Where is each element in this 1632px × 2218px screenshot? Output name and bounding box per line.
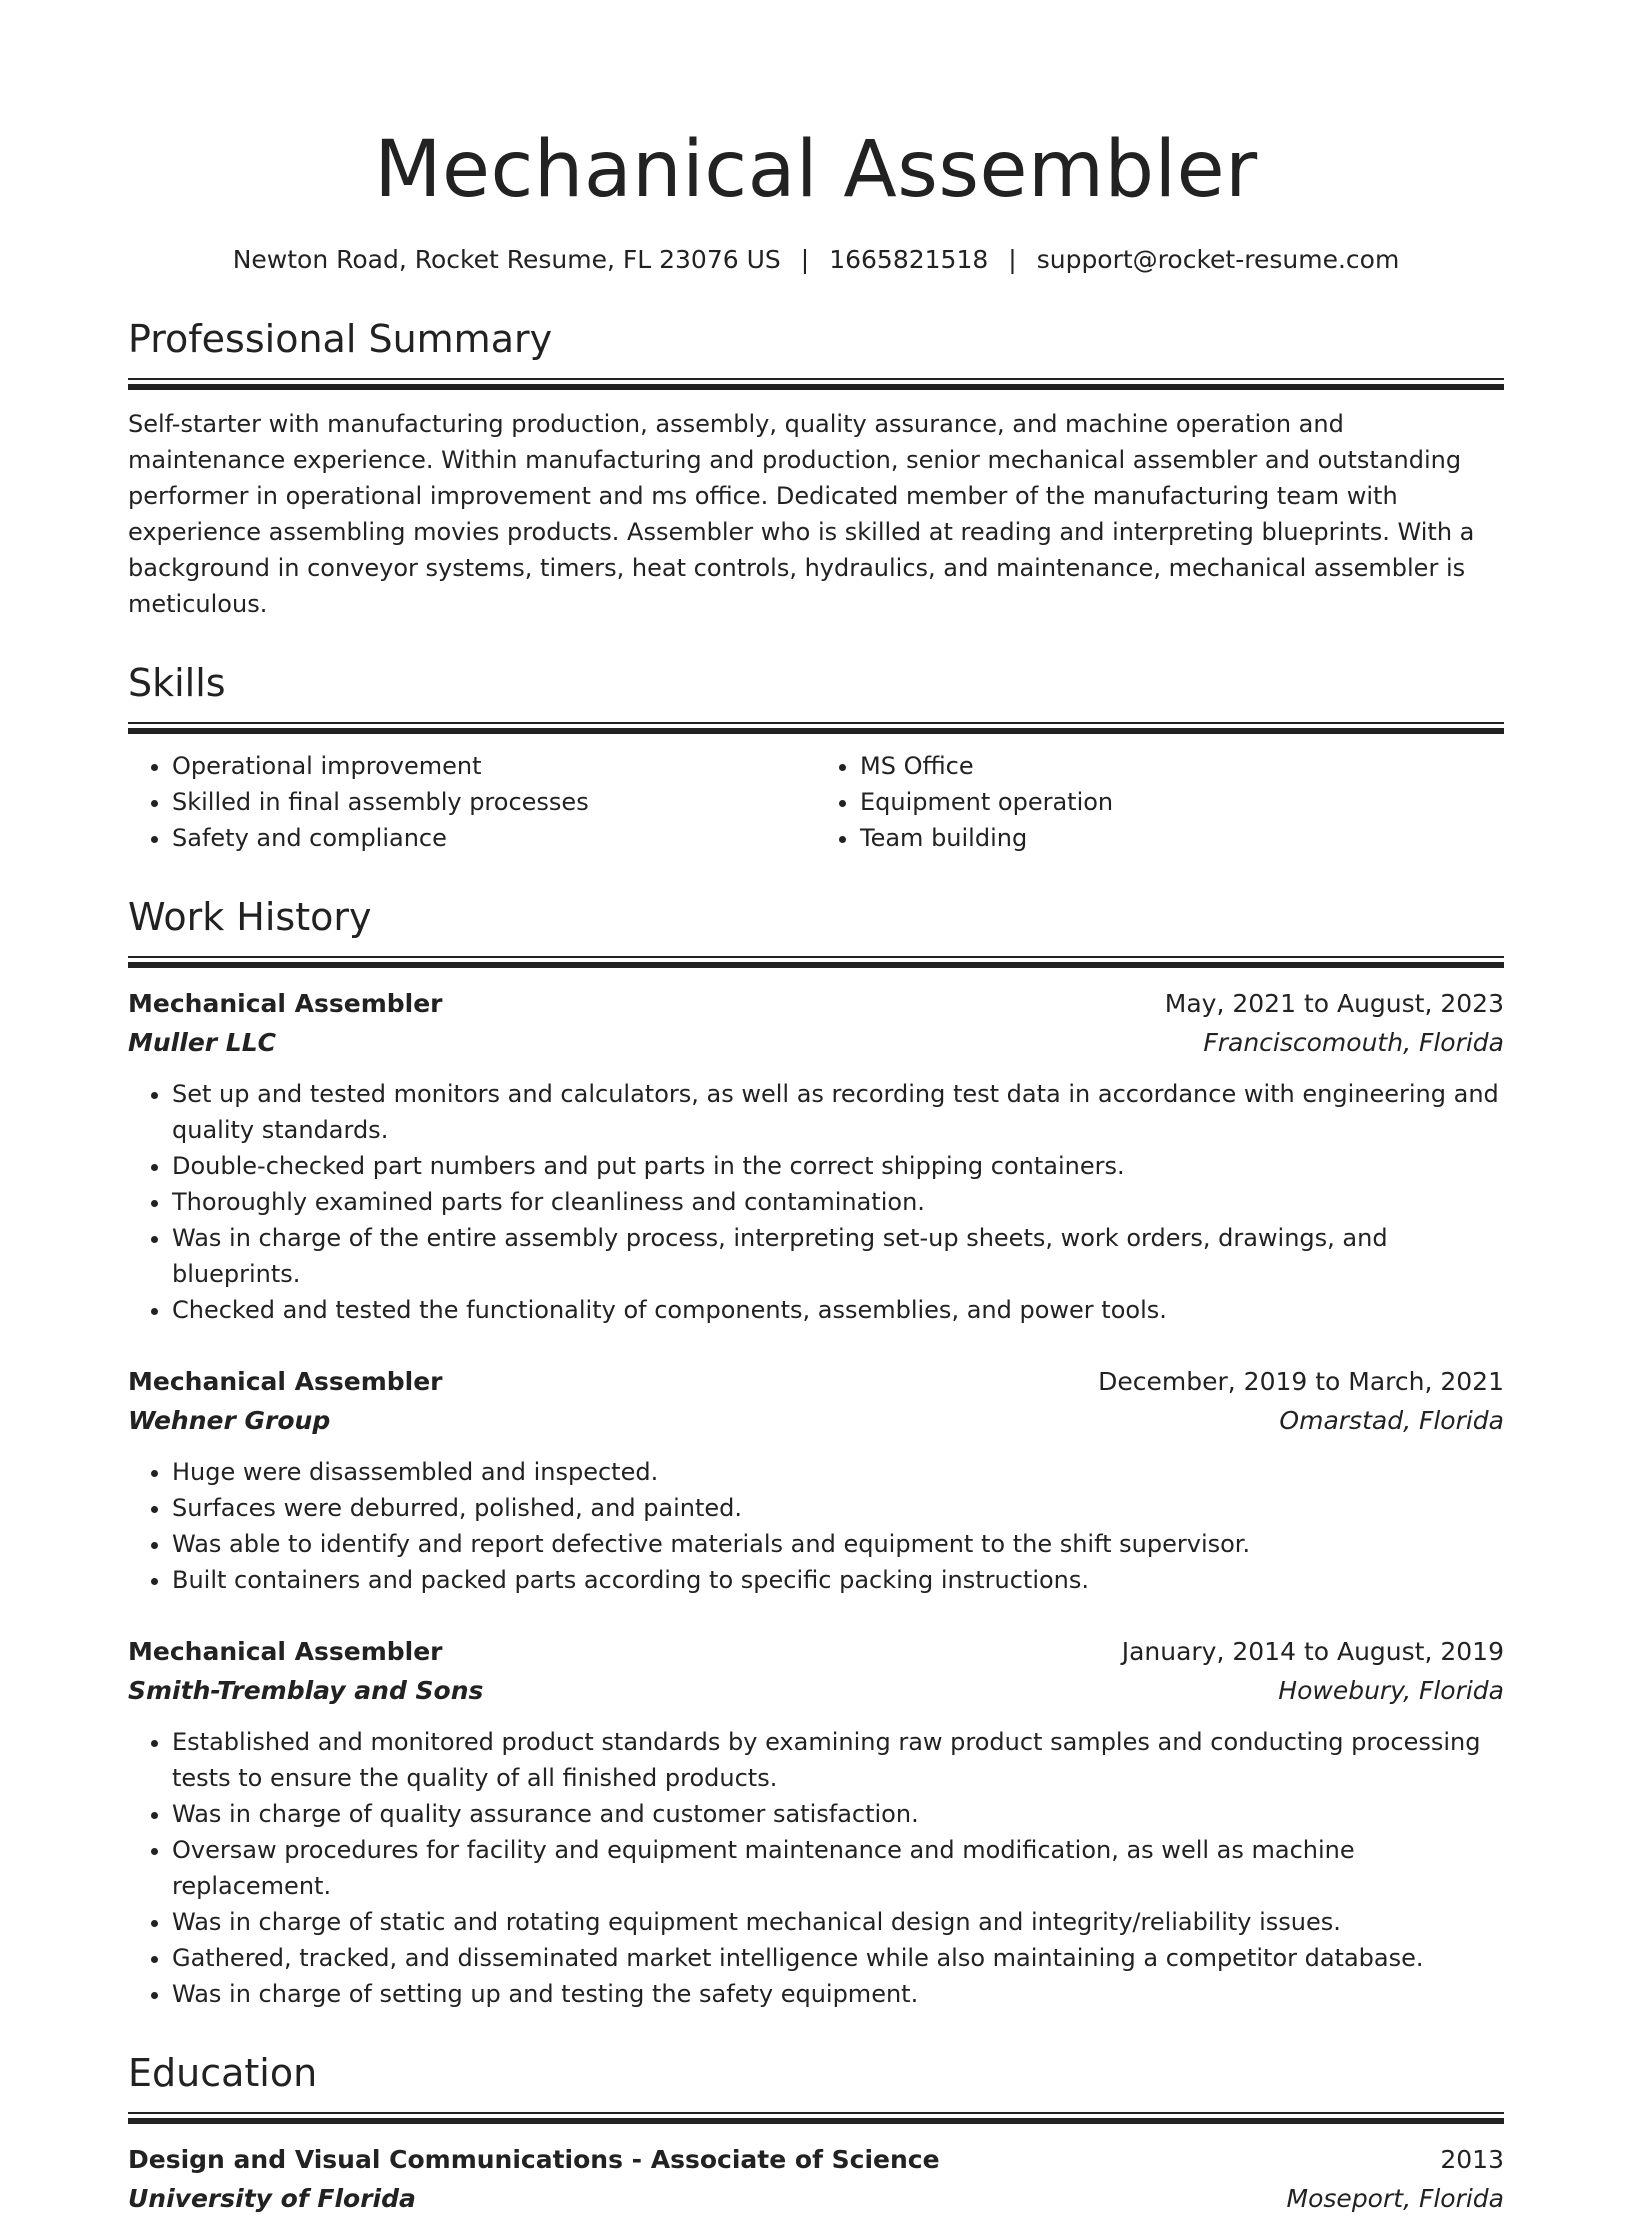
job-duty: • Established and monitored product standards by examining raw product samples and conducting processing tests to ensure the quality of all finished products. [172,1724,1504,1796]
section-title-skills: Skills [128,661,226,705]
section-divider [128,2112,1504,2124]
job-duties [128,1454,1504,1598]
summary-section [128,314,1504,622]
skills-section [128,658,1504,856]
job-dates: December, 2019 to March, 2021 [1098,1367,1504,1396]
job-duty: • Gathered, tracked, and disseminated market intelligence while also maintaining a competitor database. [172,1940,1504,1976]
section-divider [128,956,1504,968]
education-section [128,2048,1504,2218]
job-duty: • Surfaces were deburred, polished, and painted. [172,1490,1504,1526]
job-dates: May, 2021 to August, 2023 [1164,989,1504,1018]
job-location: Franciscomouth, Florida [1203,1028,1504,1057]
education-school: University of Florida [128,2184,416,2213]
resume-name: Mechanical Assembler [374,125,1258,215]
job-duty: • Was in charge of setting up and testing the safety equipment. [172,1976,1504,2012]
contact-phone: 1665821518 [829,245,989,274]
job-duties [128,1724,1504,2012]
section-divider [128,722,1504,734]
job-duty: • Set up and tested monitors and calculators, as well as recording test data in accordance with engineering and quality standards. [172,1076,1504,1148]
job-header-row [128,1362,1504,1402]
education-location: Moseport, Florida [1286,2184,1504,2213]
job-dates: January, 2014 to August, 2019 [1121,1637,1504,1666]
section-title-work-history: Work History [128,895,372,939]
education-entry [128,2140,1504,2218]
skill-item: • Operational improvement [172,748,816,784]
job-duties [128,1076,1504,1328]
skills-column-left [128,748,816,856]
education-degree: Design and Visual Communications - Associate of Science [128,2145,940,2174]
skill-item: • Equipment operation [860,784,1504,820]
job-company: Wehner Group [128,1406,331,1435]
job-entry [128,1632,1504,2012]
skill-item: • Team building [860,820,1504,856]
skill-item: • MS Office [860,748,1504,784]
job-header-row [128,1632,1504,1672]
contact-address: Newton Road, Rocket Resume, FL 23076 US [232,245,781,274]
job-duty: • Built containers and packed parts according to specific packing instructions. [172,1562,1504,1598]
job-duty: • Oversaw procedures for facility and equipment maintenance and modification, as well as machine replacement. [172,1832,1504,1904]
job-duty: • Was in charge of static and rotating equipment mechanical design and integrity/reliability issues. [172,1904,1504,1940]
section-title-summary: Professional Summary [128,317,553,361]
section-title-education: Education [128,2051,318,2095]
job-header-row [128,984,1504,1024]
job-entry [128,984,1504,1328]
job-duty: • Double-checked part numbers and put parts in the correct shipping containers. [172,1148,1504,1184]
job-location: Howebury, Florida [1278,1676,1504,1705]
job-duty: • Was in charge of quality assurance and customer satisfaction. [172,1796,1504,1832]
contact-separator: | [800,245,810,274]
job-entry [128,1362,1504,1598]
education-school-row [128,2180,1504,2218]
work-history-section [128,892,1504,2012]
job-title: Mechanical Assembler [128,1367,443,1396]
job-company-row [128,1402,1504,1440]
section-divider [128,378,1504,390]
contact-separator: | [1008,245,1017,274]
job-duty: • Was able to identify and report defective materials and equipment to the shift supervisor. [172,1526,1504,1562]
job-company: Smith-Tremblay and Sons [128,1676,484,1705]
job-location: Omarstad, Florida [1279,1406,1504,1435]
education-year: 2013 [1440,2145,1504,2174]
job-title: Mechanical Assembler [128,989,443,1018]
contact-line [128,242,1504,278]
job-duty: • Huge were disassembled and inspected. [172,1454,1504,1490]
skills-list [128,748,1504,856]
education-header-row [128,2140,1504,2180]
job-duty: • Was in charge of the entire assembly process, interpreting set-up sheets, work orders, drawings, and blueprints. [172,1220,1504,1292]
job-company-row [128,1672,1504,1710]
job-company: Muller LLC [128,1028,277,1057]
job-duty: • Thoroughly examined parts for cleanliness and contamination. [172,1184,1504,1220]
job-duty: • Checked and tested the functionality of components, assemblies, and power tools. [172,1292,1504,1328]
job-company-row [128,1024,1504,1062]
contact-email: support@rocket-resume.com [1036,245,1400,274]
skills-column-right [816,748,1504,856]
skill-item: • Safety and compliance [172,820,816,856]
skill-item: • Skilled in final assembly processes [172,784,816,820]
summary-text: Self-starter with manufacturing production, assembly, quality assurance, and machine operation and maintenance experience. Within manufacturing and production, senior mechanical assembler and outstanding performer in operational improvement and ms office. Dedicated member of the manufacturing team with experience assembling movies products. Assembler who is skilled at reading and interpreting blueprints. With a background in conveyor systems, timers, heat controls, hydraulics, and maintenance, mechanical assembler is meticulous. [128,410,1475,618]
job-title: Mechanical Assembler [128,1637,443,1666]
